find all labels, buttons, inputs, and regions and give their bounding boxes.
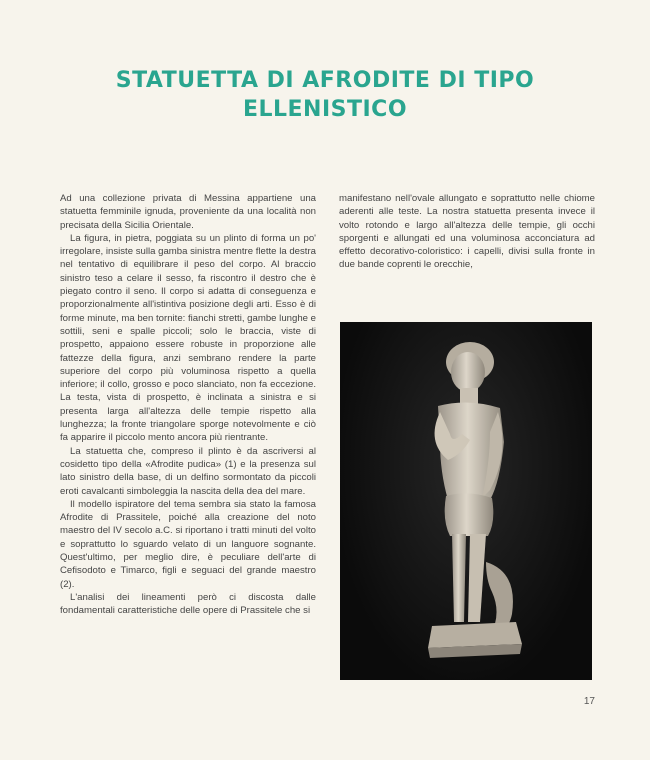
paragraph: manifestano nell'ovale allungato e soprattutto nelle chiome aderenti alle teste. La nostra statuetta presenta invece il volto rotondo e largo all'altezza delle tempie, gli occhi sporgenti e allungati ed una voluminosa acconciatura ad effetto decorativo-coloristico: i capelli, divisi sulla fronte in due bande coprenti le orecchie, (339, 193, 595, 271)
left-text-column (60, 192, 316, 618)
paragraph: Il modello ispiratore del tema sembra sia stato la famosa Afrodite di Prassitele, poiché alla creazione del noto maestro del IV secolo a.C. si riportano i tratti minuti del volto e soprattutto lo sguardo velato di un languore sognante. Quest'ultimo, per meglio dire, è peculiare dell'arte di Cefisodoto e Timarco, figli e seguaci del grande maestro (2). (60, 498, 316, 590)
page-number: 17 (583, 696, 595, 707)
statue-figure-illustration (340, 322, 592, 680)
statue-photograph (340, 322, 592, 680)
paragraph: La figura, in pietra, poggiata su un plinto di forma un po' irregolare, insiste sulla gamba sinistra mentre flette la destra nel tentativo di equilibrare il peso del corpo. Al braccio sinistro teso a celare il sesso, fa riscontro il destro che è piegato contro il seno. Il corpo si adatta di conseguenza e proporzionalmente all'istintiva posizione degli arti. Esso è di forme minute, ma ben tornite: fianchi stretti, gambe lunghe e sottili, seni e spalle piccoli; solo le braccia, viste di prospetto, appaiono essere robuste in proporzione alle fattezze della figura, anzi sembrano rendere la parte superiore del corpo più voluminosa rispetto a quella inferiore; il collo, grosso e poco slanciato, non fa eccezione. La testa, vista di prospetto, è inclinata a sinistra e si presenta larga all'altezza delle tempie rispetto alla lunghezza; la fronte triangolare sporge notevolmente e ciò fa apparire il piccolo mento ancora più rientrante. (60, 232, 316, 444)
paragraph: Ad una collezione privata di Messina appartiene una statuetta femminile ignuda, proveniente da una località non precisata della Sicilia Orientale. (60, 193, 316, 231)
right-text-column (339, 192, 595, 272)
paragraph: L'analisi dei lineamenti però ci discosta dalle fondamentali caratteristiche delle opere di Prassitele che si (60, 591, 316, 617)
title-line-1: STATUETTA DI AFRODITE DI TIPO (115, 68, 535, 93)
article-title (60, 66, 590, 124)
paragraph: La statuetta che, compreso il plinto è da ascriversi al cosidetto tipo della «Afrodite pudica» (1) e la presenza sul lato sinistro della base, di un delfino sormontato da piccoli eroti cavalcanti simboleggia la nascita della dea del mare. (60, 445, 316, 497)
title-line-2: ELLENISTICO (242, 97, 408, 122)
